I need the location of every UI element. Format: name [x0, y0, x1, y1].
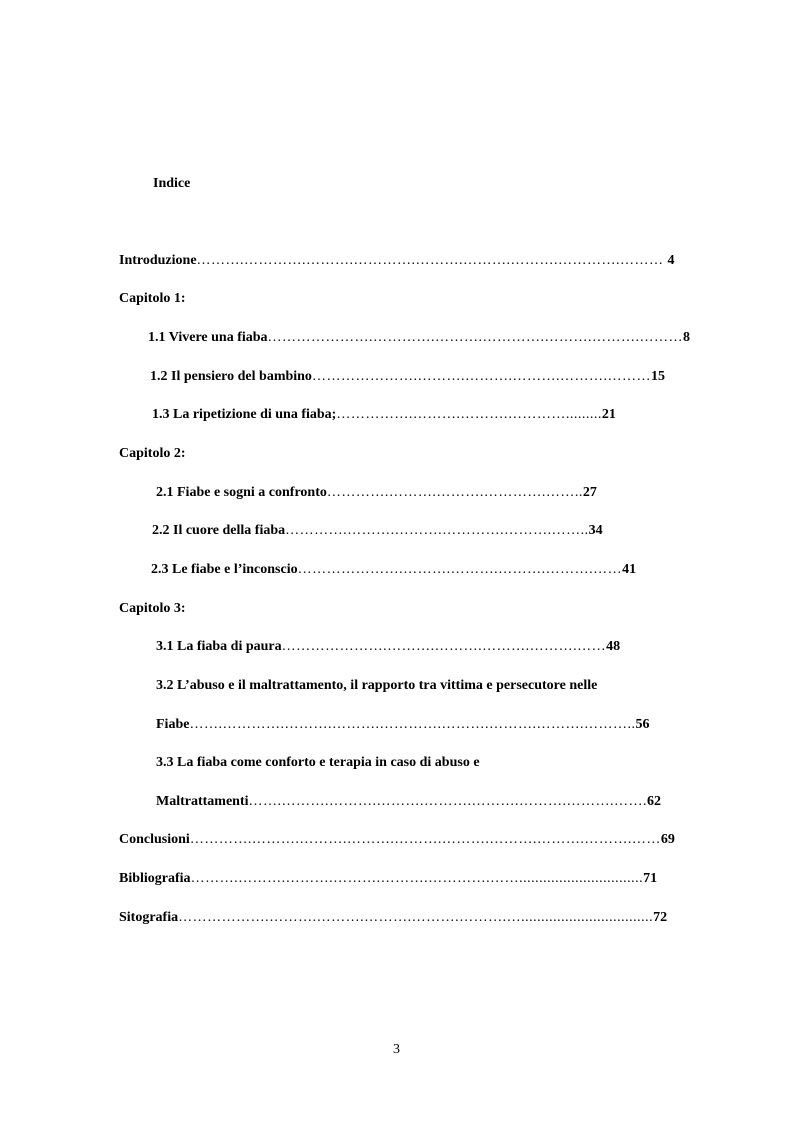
entry-label: Fiabe: [156, 717, 190, 732]
entry-label: Sitografia: [119, 910, 179, 925]
entry-page: 8: [683, 330, 691, 345]
leader-dots: ……….……….……….……….……….………….……...............................: [190, 871, 644, 886]
entry-page: 21: [601, 407, 616, 422]
leader-dots: ………………….……….……….……….……….……: [281, 639, 607, 654]
entry-label: 1.3 La ripetizione di una fiaba;: [152, 407, 337, 422]
entry-page: 34: [588, 523, 603, 538]
toc-entry-chapter-2: [119, 445, 186, 463]
entry-page: 62: [647, 794, 662, 809]
toc-entry-3-3: [156, 754, 480, 772]
entry-page: 72: [653, 910, 668, 925]
leader-dots: ………………….……….……….……….……….……: [297, 562, 623, 577]
entry-label: 3.3 La fiaba come conforto e terapia in caso di abuso e: [156, 755, 480, 770]
toc-entry-3-2-cont: [156, 716, 649, 734]
entry-page: 71: [643, 871, 658, 886]
entry-label: 3.1 La fiaba di paura: [156, 639, 282, 654]
toc-entry-introduction: [119, 252, 675, 270]
toc-entry-1-3: [152, 406, 616, 424]
entry-label: 2.1 Fiabe e sogni a confronto: [156, 485, 327, 500]
entry-label: 1.2 Il pensiero del bambino: [150, 369, 312, 384]
entry-label: Bibliografia: [119, 871, 191, 886]
entry-page: 4: [667, 253, 675, 268]
toc-entry-conclusions: [119, 831, 675, 849]
toc-entry-2-3: [151, 561, 636, 579]
toc-entry-webography: [119, 909, 667, 927]
entry-page: 15: [650, 369, 665, 384]
toc-entry-1-2: [150, 368, 665, 386]
leader-dots: …….………….……….……….………….……….……….……….………..: [189, 717, 636, 732]
entry-label: 1.1 Vivere una fiaba: [148, 330, 268, 345]
page-number: 3: [393, 1042, 400, 1057]
toc-entry-3-2: [156, 677, 597, 695]
leader-dots: ……………….……….……….……….……….……….….................................: [178, 910, 654, 925]
entry-label: 3.2 L’abuso e il maltrattamento, il rapporto tra vittima e persecutore nelle: [156, 678, 598, 693]
entry-page: 27: [582, 485, 597, 500]
toc-entry-1-1: [148, 329, 690, 347]
entry-label: Capitolo 3:: [119, 601, 186, 616]
toc-entry-chapter-3: [119, 600, 186, 618]
leader-dots: ………………….………….……….………….……….……….………: [267, 330, 684, 345]
leader-dots: …….……….……….……….……….……….……….……….…….: [248, 794, 648, 809]
entry-label: Maltrattamenti: [156, 794, 249, 809]
toc-entry-2-1: [156, 484, 597, 502]
toc-entry-chapter-1: [119, 290, 186, 308]
toc-entry-3-1: [156, 638, 620, 656]
leader-dots: ………….……….……….………….……….……..: [285, 523, 589, 538]
entry-page: 69: [660, 832, 675, 847]
entry-page: 41: [622, 562, 637, 577]
entry-label: Capitolo 2:: [119, 446, 186, 461]
leader-dots: ……….………….……….………….……….……….……….………….………: [196, 253, 668, 268]
entry-page: 48: [606, 639, 621, 654]
toc-entry-2-2: [152, 522, 603, 540]
leader-dots: ………………….……….……….……….……….………: [311, 369, 651, 384]
entry-label: Conclusioni: [119, 832, 190, 847]
leader-dots: ………….……….……….………….……..: [326, 485, 583, 500]
toc-entry-bibliography: [119, 870, 657, 888]
entry-page: 56: [635, 717, 650, 732]
entry-label: Capitolo 1:: [119, 291, 186, 306]
leader-dots: …………….……….……….………….........: [336, 407, 602, 422]
toc-heading: Indice: [153, 176, 191, 191]
leader-dots: ………….……….……….……….……….……….……….……….……….……: [189, 832, 661, 847]
entry-label: Introduzione: [119, 253, 197, 268]
entry-label: 2.2 Il cuore della fiaba: [152, 523, 286, 538]
entry-label: 2.3 Le fiabe e l’inconscio: [151, 562, 298, 577]
toc-entry-3-3-cont: [156, 793, 661, 811]
